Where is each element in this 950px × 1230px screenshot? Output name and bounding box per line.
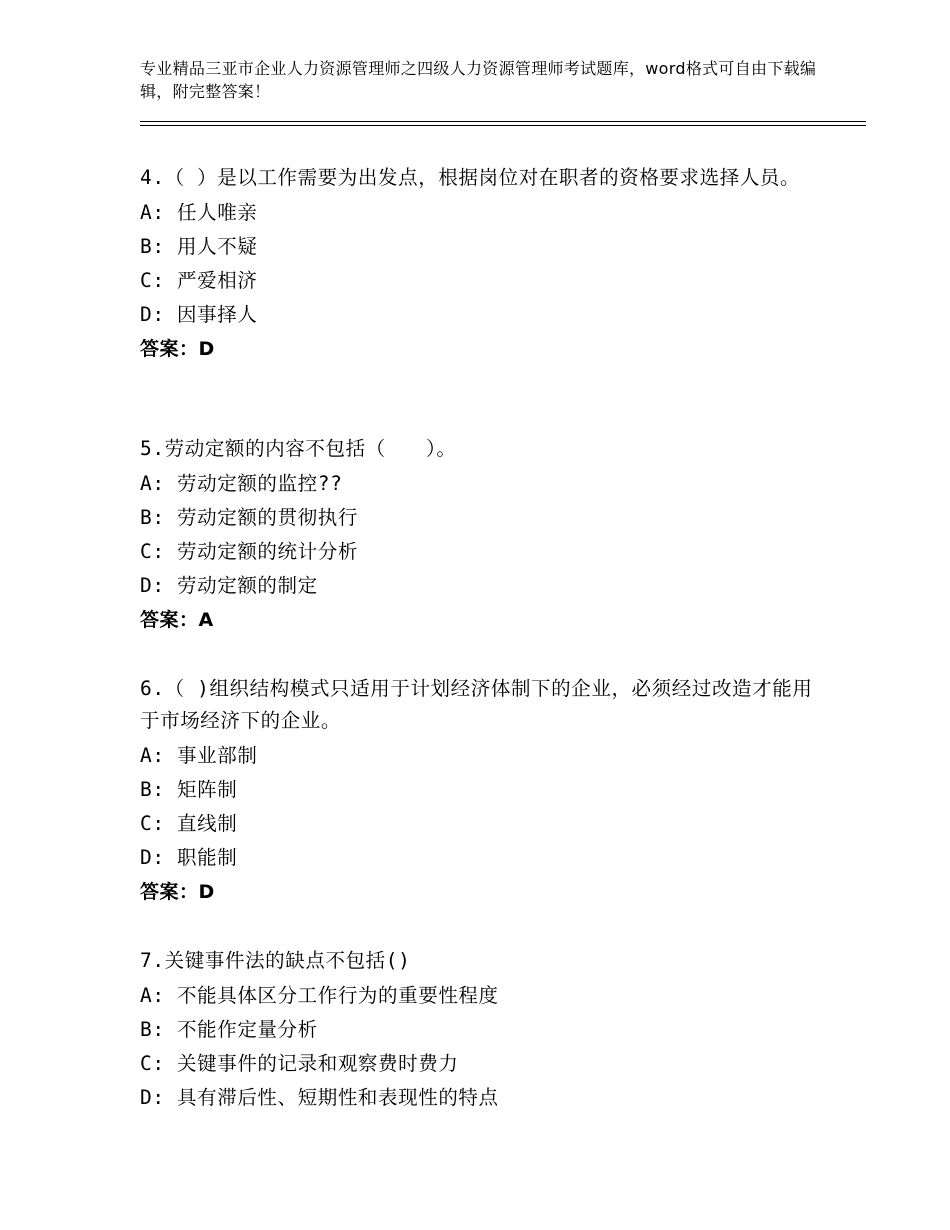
option-c	[140, 535, 820, 569]
option-c	[140, 1047, 820, 1081]
answer-line: 答案：A	[140, 609, 214, 631]
option-key: D:	[140, 303, 165, 326]
option-key: C:	[140, 269, 165, 292]
question-4	[140, 162, 820, 366]
option-text: 劳动定额的制定	[177, 574, 318, 597]
option-key: D:	[140, 1086, 165, 1109]
option-text: 具有滞后性、短期性和表现性的特点	[177, 1086, 499, 1109]
option-d	[140, 1081, 820, 1115]
option-text: 劳动定额的统计分析	[177, 540, 358, 563]
option-b	[140, 230, 820, 264]
question-7	[140, 945, 820, 1115]
option-text: 劳动定额的监控??	[177, 472, 343, 495]
answer-line: 答案：D	[140, 881, 215, 903]
option-key: D:	[140, 846, 165, 869]
option-text: 不能作定量分析	[177, 1018, 318, 1041]
question-6	[140, 673, 820, 909]
option-key: C:	[140, 540, 165, 563]
option-text: 矩阵制	[177, 778, 238, 801]
option-text: 关键事件的记录和观察费时费力	[177, 1052, 459, 1075]
option-a	[140, 467, 820, 501]
option-key: D:	[140, 574, 165, 597]
option-key: C:	[140, 1052, 165, 1075]
option-text: 事业部制	[177, 744, 258, 767]
option-text: 严爱相济	[177, 269, 258, 292]
option-text: 因事择人	[177, 303, 258, 326]
option-b	[140, 1013, 820, 1047]
question-stem: 7.关键事件法的缺点不包括()	[140, 949, 411, 972]
question-stem: 4.（ ）是以工作需要为出发点，根据岗位对在职者的资格要求选择人员。	[140, 166, 801, 189]
option-b	[140, 501, 820, 535]
option-a	[140, 979, 820, 1013]
option-d	[140, 841, 820, 875]
option-text: 不能具体区分工作行为的重要性程度	[177, 984, 499, 1007]
option-text: 劳动定额的贯彻执行	[177, 506, 358, 529]
option-b	[140, 773, 820, 807]
option-key: B:	[140, 1018, 165, 1041]
option-text: 职能制	[177, 846, 238, 869]
option-key: B:	[140, 506, 165, 529]
option-d	[140, 569, 820, 603]
option-d	[140, 298, 820, 332]
option-a	[140, 739, 820, 773]
header-divider	[140, 121, 866, 126]
option-c	[140, 264, 820, 298]
document-header: 专业精品三亚市企业人力资源管理师之四级人力资源管理师考试题库，word格式可自由下载编辑，附完整答案！	[140, 59, 817, 101]
option-key: B:	[140, 778, 165, 801]
option-c	[140, 807, 820, 841]
question-stem: 6.（ )组织结构模式只适用于计划经济体制下的企业，必须经过改造才能用于市场经济下的企业。	[140, 677, 813, 732]
option-key: A:	[140, 201, 165, 224]
option-key: A:	[140, 472, 165, 495]
answer-line: 答案：D	[140, 338, 215, 360]
option-key: C:	[140, 812, 165, 835]
option-text: 用人不疑	[177, 235, 258, 258]
question-5	[140, 433, 820, 637]
option-key: A:	[140, 984, 165, 1007]
question-stem: 5.劳动定额的内容不包括（ ）。	[140, 437, 457, 460]
option-a	[140, 196, 820, 230]
option-text: 任人唯亲	[177, 201, 258, 224]
option-key: A:	[140, 744, 165, 767]
option-key: B:	[140, 235, 165, 258]
option-text: 直线制	[177, 812, 238, 835]
